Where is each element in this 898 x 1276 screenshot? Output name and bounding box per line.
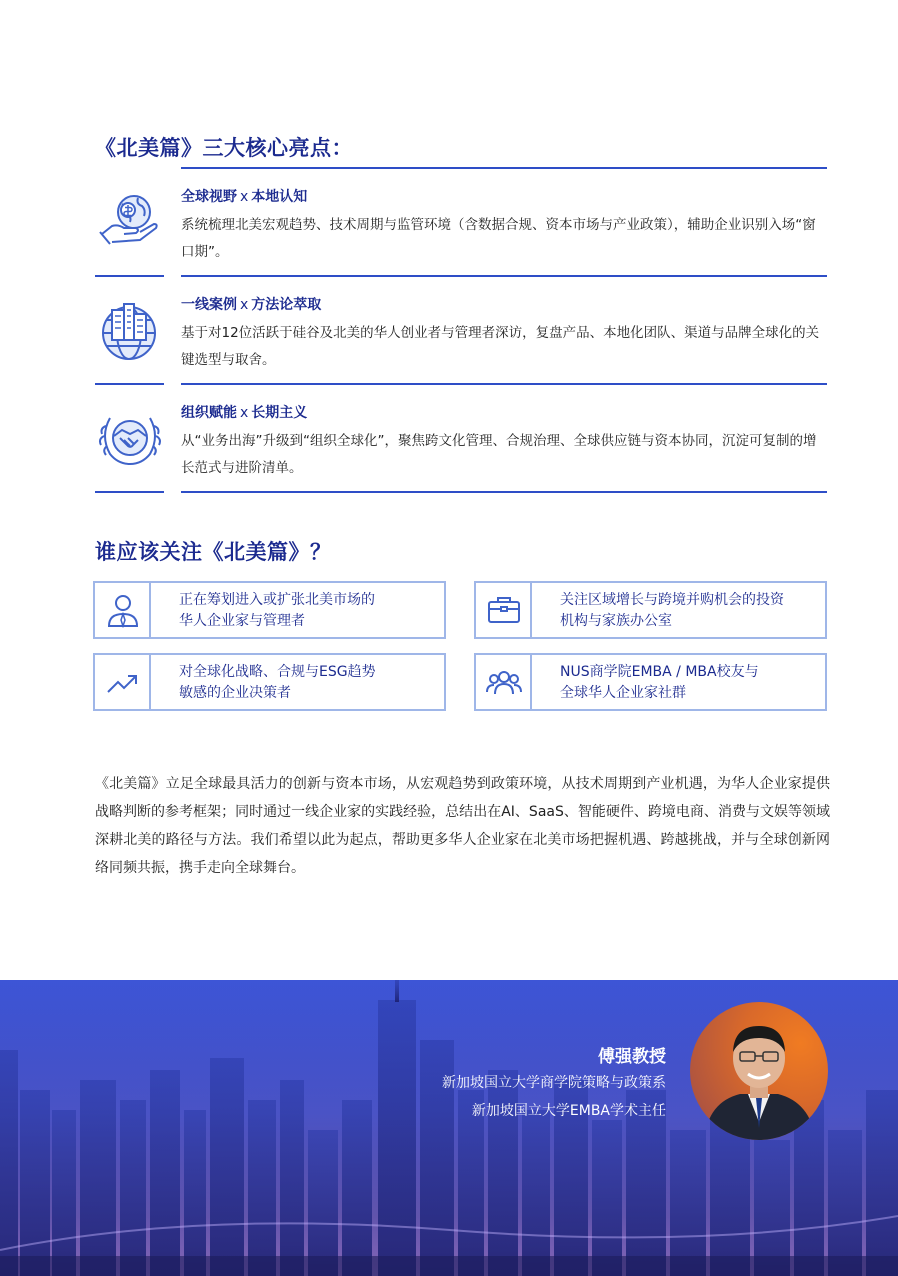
audience-card: [474, 653, 827, 711]
avatar: [690, 1002, 828, 1140]
audience-card: [474, 581, 827, 639]
highlights-title: 《北美篇》三大核心亮点：: [95, 136, 353, 160]
divider: [95, 491, 164, 493]
professor-banner: [0, 980, 898, 1276]
highlight-heading: 组织赋能 x 长期主义: [181, 405, 308, 421]
city-globe-icon: [95, 276, 164, 384]
handshake-laurel-icon: [95, 384, 164, 492]
audience-text: 正在筹划进入或扩张北美市场的 华人企业家与管理者: [179, 592, 375, 629]
briefcase-icon: [476, 583, 532, 637]
globe-money-hand-icon: [95, 168, 164, 276]
audience-card: [93, 581, 446, 639]
professor-title-line: 新加坡国立大学EMBA学术主任: [471, 1103, 666, 1119]
divider: [181, 491, 827, 493]
professor-name: 傅强教授: [598, 1047, 666, 1067]
intro-paragraph: 《北美篇》立足全球最具活力的创新与资本市场，从宏观趋势到政策环境，从技术周期到产业机遇，为华人企业家提供战略判断的参考框架；同时通过一线企业家的实践经验，总结出在AI、SaaS、智能硬件、跨境电商、消费与文娱等领域深耕北美的路径与方法。我们希望以此为起点，帮助更多华人企业家在北美市场把握机遇、跨越挑战，并与全球创新网络同频共振，携手走向全球舞台。: [95, 776, 830, 876]
highlight-description: 系统梳理北美宏观趋势、技术周期与监管环境（含数据合规、资本市场与产业政策），辅助企业识别入场“窗口期”。: [181, 217, 816, 260]
highlight-item: [95, 384, 827, 492]
professor-title-line: 新加坡国立大学商学院策略与政策系: [442, 1075, 666, 1091]
highlight-item: [95, 168, 827, 276]
audience-card: [93, 653, 446, 711]
highlight-heading: 全球视野 x 本地认知: [181, 189, 308, 205]
divider: [181, 167, 827, 169]
person-icon: [95, 583, 151, 637]
audience-text: 对全球化战略、合规与ESG趋势 敏感的企业决策者: [179, 664, 376, 701]
highlight-description: 从“业务出海”升级到“组织全球化”，聚焦跨文化管理、合规治理、全球供应链与资本协同，沉淀可复制的增长范式与进阶清单。: [181, 433, 817, 476]
trend-up-icon: [95, 655, 151, 709]
audience-title: 谁应该关注《北美篇》？: [95, 540, 332, 564]
highlight-item: [95, 276, 827, 384]
audience-text: NUS商学院EMBA / MBA校友与 全球华人企业家社群: [560, 664, 759, 701]
highlight-description: 基于对12位活跃于硅谷及北美的华人创业者与管理者深访，复盘产品、本地化团队、渠道与品牌全球化的关键选型与取舍。: [181, 325, 820, 368]
audience-text: 关注区域增长与跨境并购机会的投资 机构与家族办公室: [560, 592, 784, 629]
highlight-heading: 一线案例 x 方法论萃取: [181, 297, 322, 313]
group-icon: [476, 655, 532, 709]
